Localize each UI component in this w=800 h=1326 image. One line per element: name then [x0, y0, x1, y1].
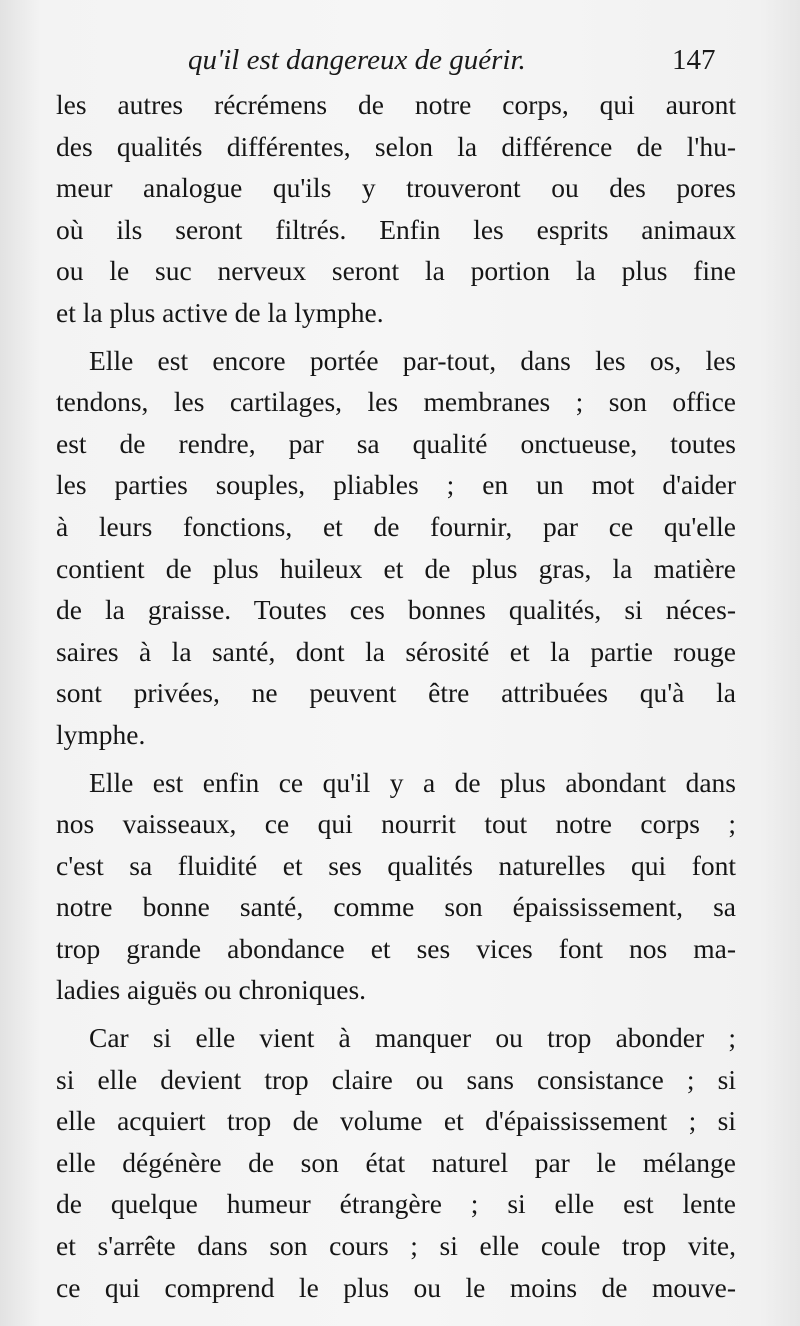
page-number: 147 [672, 44, 716, 76]
text-line: contient de plus huileux et de plus gras, la matière [56, 552, 736, 584]
text-line: est de rendre, par sa qualité onctueuse, toutes [56, 427, 736, 459]
text-line: de la graisse. Toutes ces bonnes qualités, si néces- [56, 594, 736, 626]
text-line: lymphe. [56, 718, 146, 750]
paragraph-1 [56, 84, 736, 334]
text-line: ou le suc nerveux seront la portion la plus fine [56, 255, 736, 287]
text-line: saires à la santé, dont la sérosité et la partie rouge [56, 635, 736, 667]
text-line: sont privées, ne peuvent être attribuées qu'à la [56, 677, 736, 709]
text-line: Car si elle vient à manquer ou trop abonder ; [89, 1022, 736, 1054]
body-text [56, 84, 736, 1308]
text-line: Elle est enfin ce qu'il y a de plus abondant dans [89, 766, 736, 798]
paragraph-2 [56, 340, 736, 756]
page-header [0, 38, 800, 88]
paragraph-4 [56, 1017, 736, 1308]
text-line: les parties souples, pliables ; en un mot d'aider [56, 469, 736, 501]
text-line: des qualités différentes, selon la différence de l'hu- [56, 130, 736, 162]
text-line: les autres récrémens de notre corps, qui auront [56, 89, 736, 120]
text-line: trop grande abondance et ses vices font nos ma- [56, 932, 736, 964]
text-line: si elle devient trop claire ou sans consistance ; si [56, 1063, 736, 1095]
text-line: nos vaisseaux, ce qui nourrit tout notre corps ; [56, 808, 736, 840]
text-line: notre bonne santé, comme son épaississement, sa [56, 891, 736, 923]
text-line: à leurs fonctions, et de fournir, par ce qu'elle [56, 510, 736, 542]
running-title: qu'il est dangereux de guérir. [188, 44, 526, 76]
text-line: de quelque humeur étrangère ; si elle est lente [56, 1188, 736, 1220]
text-line: et s'arrête dans son cours ; si elle coule trop vite, [56, 1230, 736, 1262]
text-line: ladies aiguës ou chroniques. [56, 974, 367, 1006]
text-line: elle acquiert trop de volume et d'épaississement ; si [56, 1105, 736, 1137]
text-line: Elle est encore portée par-tout, dans les os, les [89, 344, 736, 376]
text-line: ce qui comprend le plus ou le moins de mouve- [56, 1271, 736, 1303]
paragraph-3 [56, 762, 736, 1012]
text-line: meur analogue qu'ils y trouveront ou des pores [56, 172, 736, 204]
text-line: et la plus active de la lymphe. [56, 296, 384, 328]
text-line: tendons, les cartilages, les membranes ; son office [56, 386, 736, 418]
text-line: c'est sa fluidité et ses qualités naturelles qui font [56, 849, 736, 881]
text-line: elle dégénère de son état naturel par le mélange [56, 1146, 736, 1178]
text-line: où ils seront filtrés. Enfin les esprits animaux [56, 213, 736, 245]
